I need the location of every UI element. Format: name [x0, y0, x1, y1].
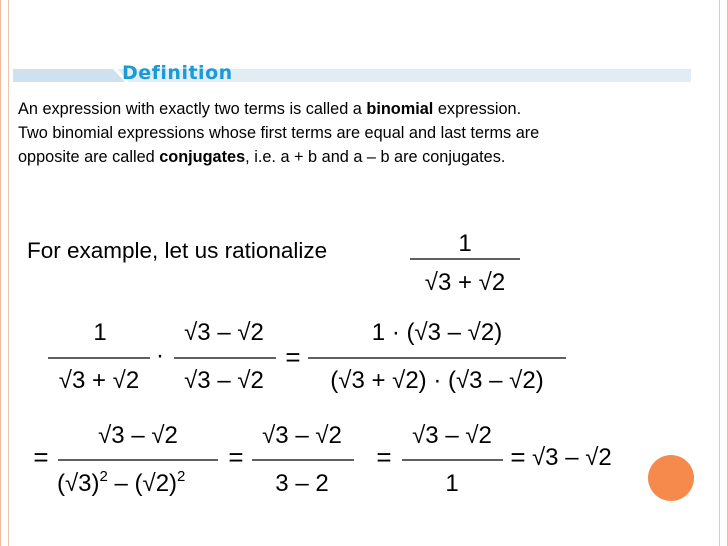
step2-equals-2: = — [228, 442, 244, 472]
step1-right-num: 1 · (√3 – √2) — [371, 319, 503, 346]
step2-b-num: √3 – √2 — [262, 422, 342, 449]
step1-mid-num: √3 – √2 — [184, 319, 264, 346]
example-fraction — [410, 230, 520, 296]
step2-c-den: 1 — [445, 470, 459, 497]
example-intro: For example, let us rationalize — [27, 238, 328, 263]
step1 — [48, 319, 566, 394]
step1-equals: = — [285, 342, 301, 372]
term-binomial: binomial — [366, 100, 434, 118]
example-frac-den: √3 + √2 — [424, 269, 506, 296]
term-conjugates: conjugates — [159, 148, 246, 166]
step1-right-den: (√3 + √2) · (√3 – √2) — [330, 367, 544, 394]
step2-b-den: 3 – 2 — [275, 470, 329, 497]
decorative-orange-circle — [648, 455, 694, 501]
step1-left-den: √3 + √2 — [58, 367, 140, 394]
step2-a-num: √3 – √2 — [98, 422, 178, 449]
step1-dot: · — [156, 342, 164, 369]
definition-title: Definition — [122, 62, 233, 84]
example-frac-num: 1 — [458, 230, 472, 257]
step2 — [33, 422, 611, 497]
definition-line-3: opposite are called conjugates, i.e. a + b and a – b are conjugates. — [18, 148, 506, 166]
definition-line-1: An expression with exactly two terms is called a binomial expression. — [18, 100, 522, 118]
step2-result: √3 – √2 — [532, 444, 612, 471]
step2-equals-4: = — [510, 442, 526, 472]
step2-a-den: $(√3)^2 - (√2)^2$ — [57, 468, 186, 497]
step1-mid-den: √3 – √2 — [184, 367, 264, 394]
step2-c-num: √3 – √2 — [412, 422, 492, 449]
step2-equals-3: = — [376, 442, 392, 472]
step2-equals-1: = — [33, 442, 49, 472]
step1-left-num: 1 — [93, 319, 107, 346]
definition-line-2: Two binomial expressions whose first terms are equal and last terms are — [18, 124, 540, 142]
